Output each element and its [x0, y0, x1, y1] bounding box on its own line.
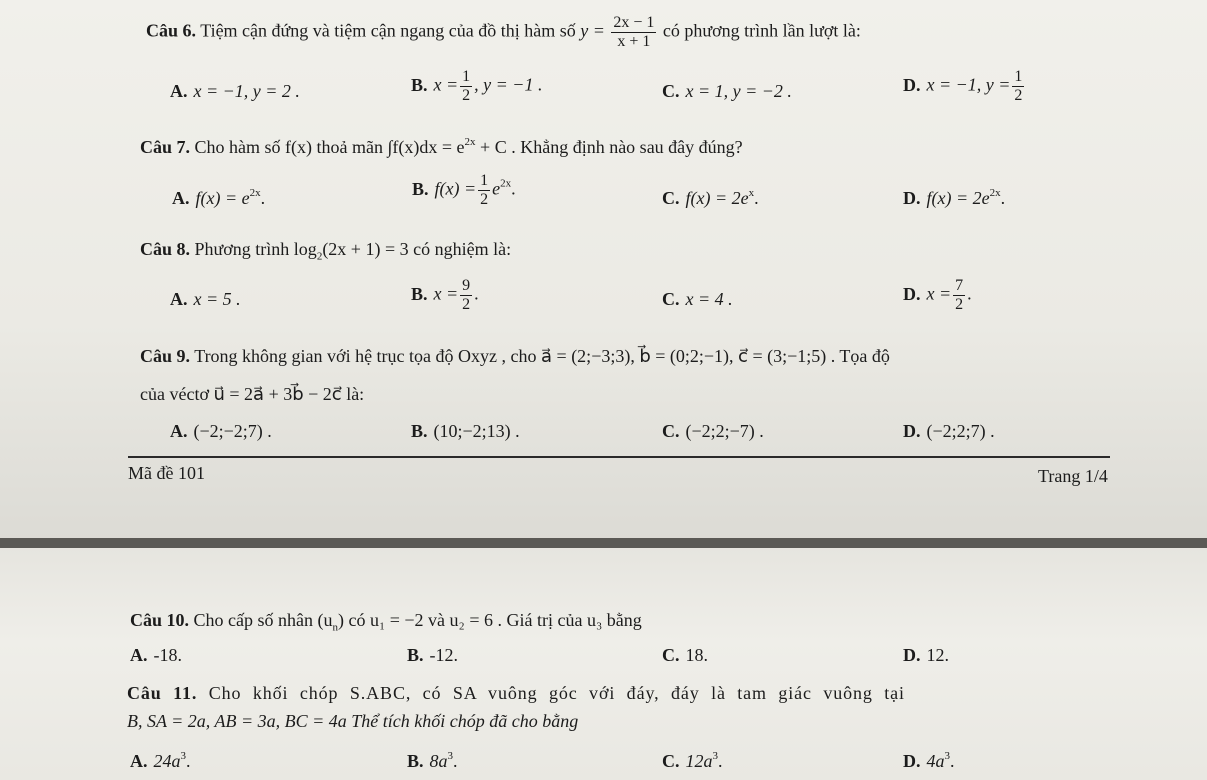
question-11-option-d[interactable]: D. $4a^3$. — [903, 750, 955, 771]
question-11-option-b[interactable]: B. $8a^3$. — [407, 750, 458, 771]
question-8-option-b[interactable]: B. x = $\frac{9}{2}$ . — [411, 277, 479, 313]
question-7-stem: Câu 7. Cho hàm số f(x) thoả mãn $\int f(x)dx = e^{2x} + C$ . Khẳng định nào sau đây đúng? — [140, 136, 743, 157]
page-number: Trang 1/4 — [1038, 466, 1108, 486]
question-6-stem: Câu 6. Tiệm cận đứng và tiệm cận ngang của đồ thị hàm số y = $\frac{2x - 1}{x + 1}$ có phương trình lần lượt là: — [146, 14, 861, 50]
question-8-option-c[interactable]: C. x = 4 . — [662, 289, 733, 309]
question-10-option-c[interactable]: C. 18. — [662, 645, 708, 665]
question-7-option-a[interactable]: A. $f(x) = e^{2x}$. — [172, 187, 266, 208]
question-11-option-c[interactable]: C. $12a^3$. — [662, 750, 723, 771]
question-7-option-d[interactable]: D. $f(x) = 2e^{2x}$. — [903, 187, 1006, 208]
question-9-option-b[interactable]: B. (10;−2;13) . — [411, 421, 520, 441]
question-6-option-b[interactable]: B. x = $\frac{1}{2}$ , y = −1 . — [411, 68, 543, 104]
question-7-option-c[interactable]: C. $f(x) = 2e^x$. — [662, 187, 759, 208]
question-8-option-d[interactable]: D. x = $\frac{7}{2}$ . — [903, 277, 972, 313]
question-9-stem-line2: của véctơ u⃗ = 2a⃗ + 3b⃗ − 2c⃗ là: — [140, 384, 365, 404]
exam-code: Mã đề 101 — [128, 463, 205, 483]
question-7-option-b[interactable]: B. f(x) = $\frac{1}{2}$ $e^{2x}$. — [412, 172, 516, 208]
footer-divider — [128, 456, 1110, 458]
question-11-stem-line2: B, SA = 2a, AB = 3a, BC = 4a Thể tích khối chóp đã cho bằng — [127, 711, 579, 731]
question-10-option-b[interactable]: B. -12. — [407, 645, 459, 665]
question-6-option-c[interactable]: C. x = 1, y = −2 . — [662, 81, 792, 101]
question-10-stem: Câu 10. Cho cấp số nhân $(u_n)$ có u₁ = −2 và u₂ = 6 . Giá trị của u₃ bằng — [130, 610, 642, 634]
question-10-option-d[interactable]: D. 12. — [903, 645, 949, 665]
question-10-option-a[interactable]: A. -18. — [130, 645, 182, 665]
question-8-stem: Câu 8. Phương trình $\log_2(2x + 1) = 3$ có nghiệm là: — [140, 239, 512, 263]
question-11-stem: Câu 11. Cho khối chóp S.ABC, có SA vuông góc với đáy, đáy là tam giác vuông tại — [127, 683, 905, 703]
question-9-stem: Câu 9. Trong không gian với hệ trục tọa độ Oxyz , cho a⃗ = (2;−3;3), b⃗ = (0;2;−1), c⃗ = (3;−1;5) . Tọa độ — [140, 346, 890, 366]
question-9-option-a[interactable]: A. (−2;−2;7) . — [170, 421, 272, 441]
question-6-option-a[interactable]: A. x = −1, y = 2 . — [170, 81, 300, 101]
question-11-option-a[interactable]: A. $24a^3$. — [130, 750, 191, 771]
question-8-option-a[interactable]: A. x = 5 . — [170, 289, 241, 309]
question-9-option-c[interactable]: C. (−2;2;−7) . — [662, 421, 764, 441]
question-9-option-d[interactable]: D. (−2;2;7) . — [903, 421, 995, 441]
question-6-option-d[interactable]: D. x = −1, y = $\frac{1}{2}$ — [903, 68, 1023, 104]
